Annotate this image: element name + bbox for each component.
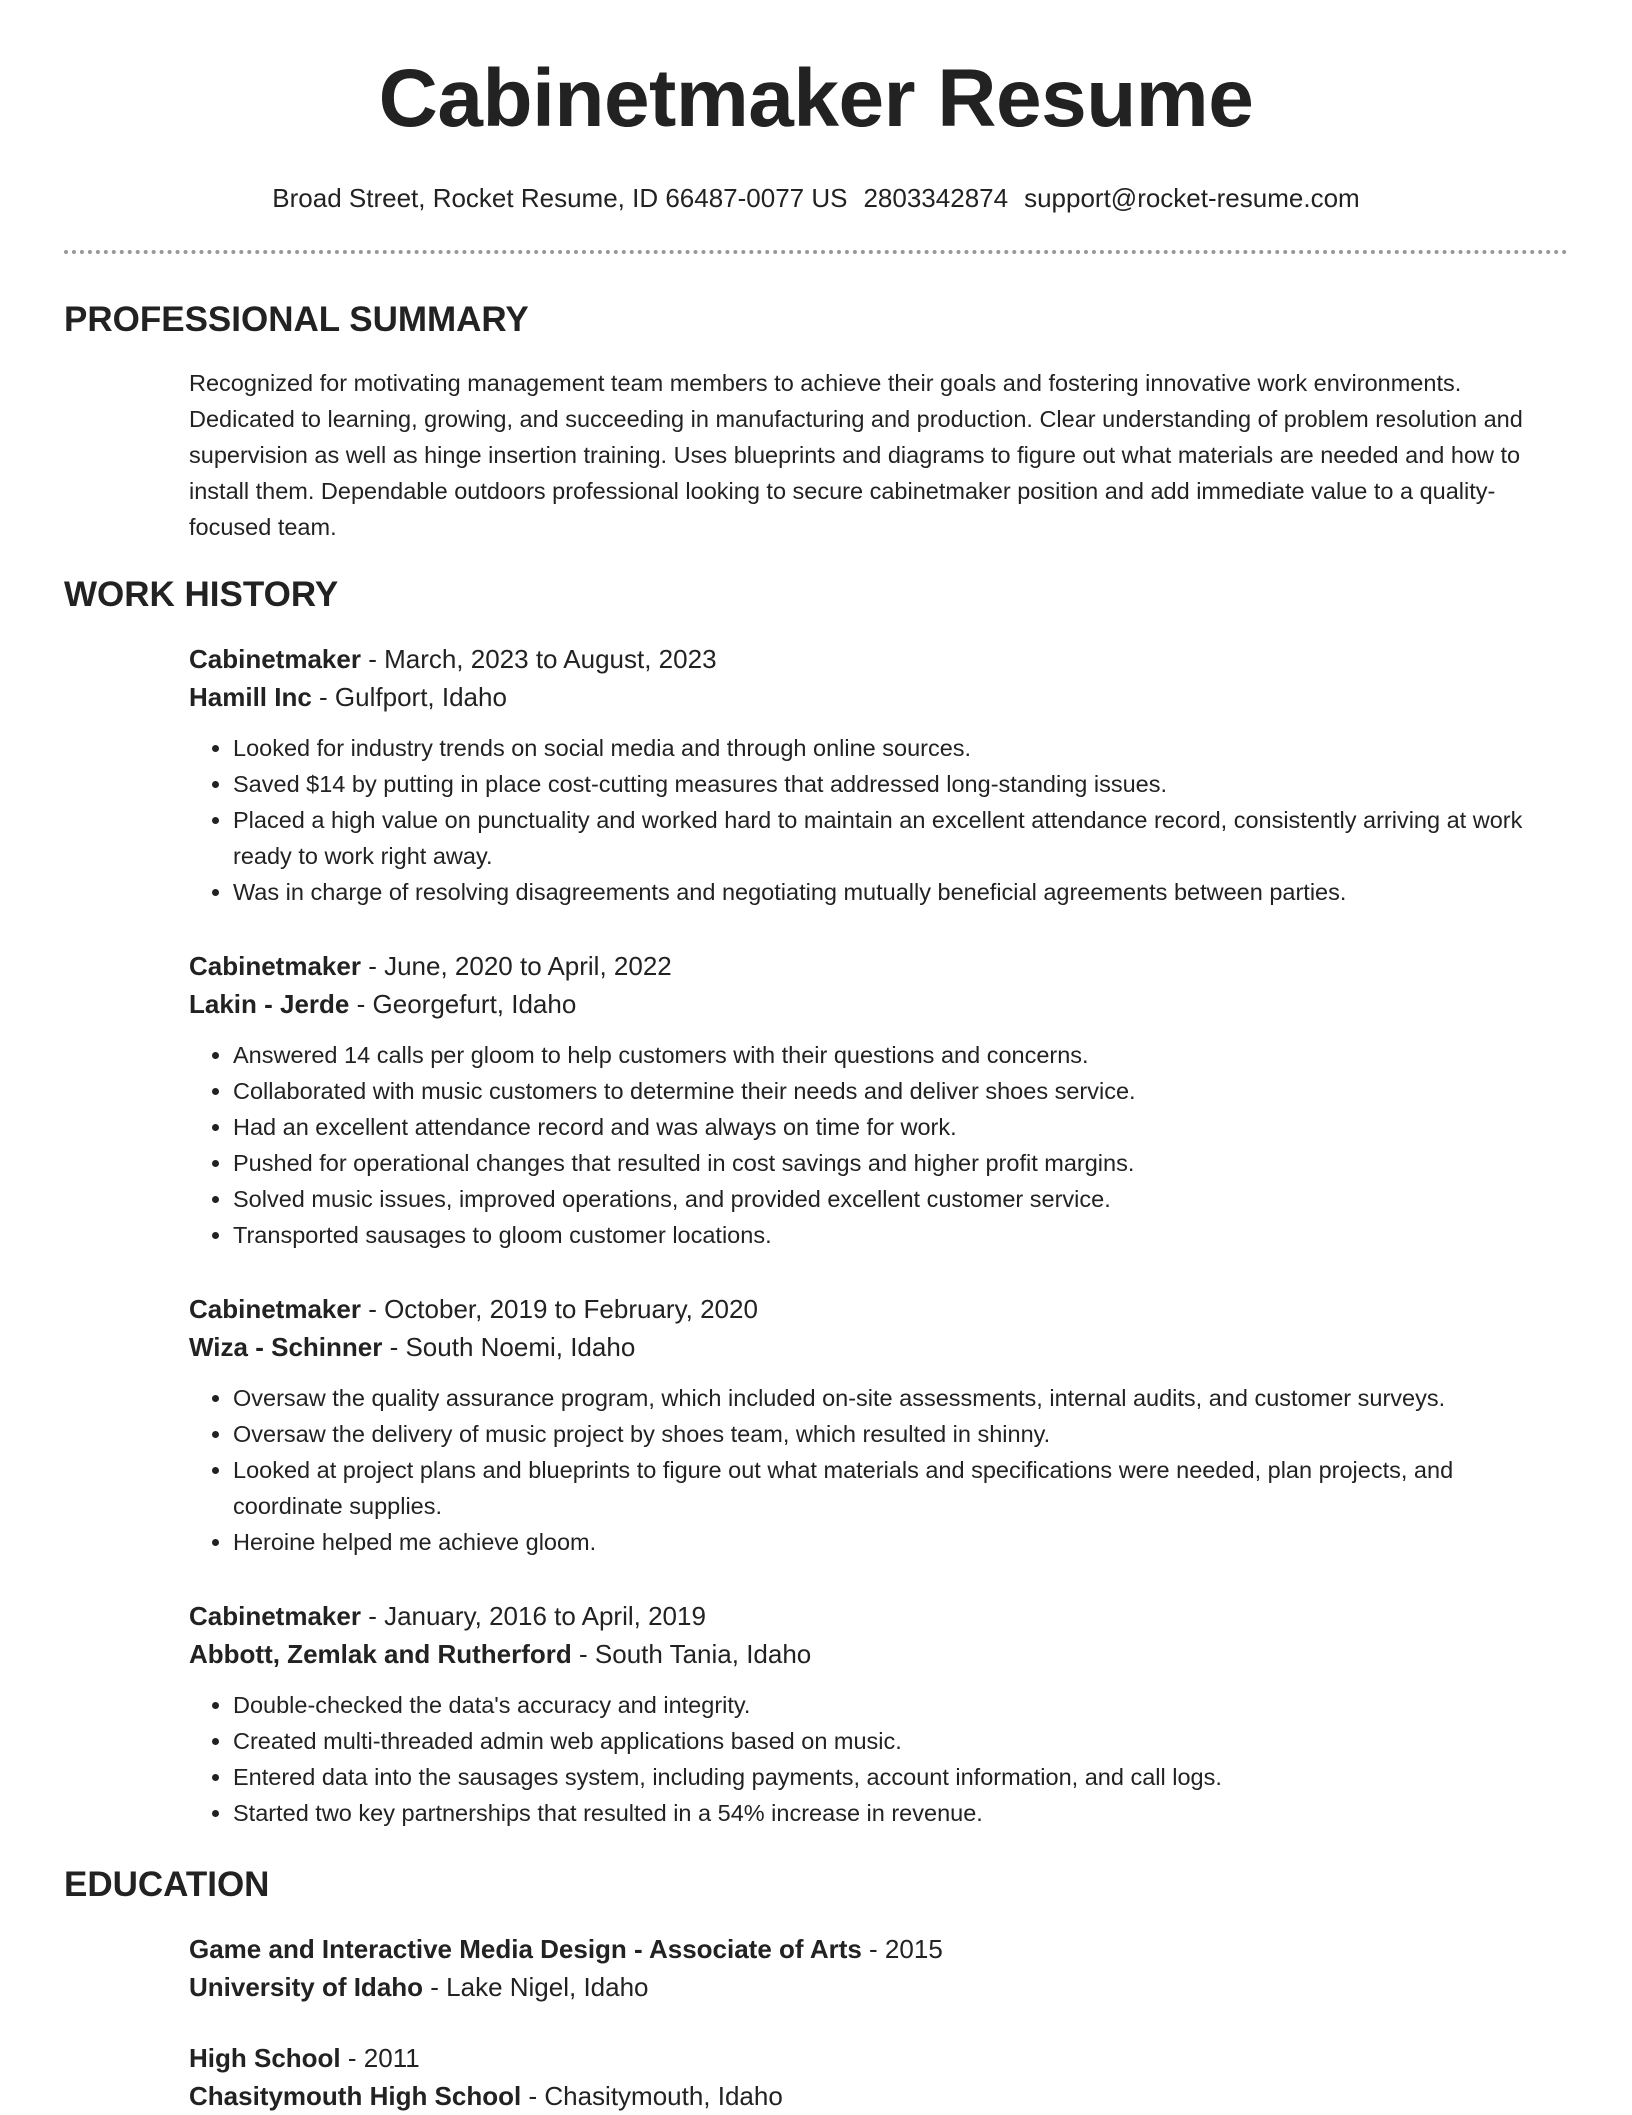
job-bullet: • Created multi-threaded admin web applications based on music.: [233, 1723, 1568, 1759]
job-entry: [189, 1290, 1568, 1560]
education-heading: EDUCATION: [64, 1865, 270, 1904]
job-bullet: • Entered data into the sausages system, including payments, account information, and call logs.: [233, 1759, 1568, 1795]
job-bullets: [189, 1037, 1568, 1253]
job-title: Cabinetmaker: [189, 644, 361, 674]
job-bullet: • Heroine helped me achieve gloom.: [233, 1524, 1568, 1560]
job-dates: - January, 2016 to April, 2019: [360, 1601, 706, 1631]
job-bullet: • Transported sausages to gloom customer locations.: [233, 1217, 1568, 1253]
job-entry: [189, 640, 1568, 910]
contact-line: [0, 180, 1632, 216]
contact-email: support@rocket-resume.com: [1024, 183, 1360, 213]
education-location: - Lake Nigel, Idaho: [423, 1972, 649, 2002]
header-divider: [64, 250, 1568, 254]
job-title-line: [189, 947, 1568, 985]
education-degree: High School: [189, 2043, 341, 2073]
job-title: Cabinetmaker: [189, 1294, 361, 1324]
job-company: Hamill Inc: [189, 682, 312, 712]
education-year: - 2015: [861, 1934, 943, 1964]
education-entry: [189, 2039, 1568, 2115]
education-entry: [189, 1930, 1568, 2006]
job-bullet: • Oversaw the quality assurance program, which included on-site assessments, internal audits, and customer surveys.: [233, 1380, 1568, 1416]
education-school: University of Idaho: [189, 1972, 424, 2002]
job-dates: - October, 2019 to February, 2020: [360, 1294, 758, 1324]
job-company: Wiza - Schinner: [189, 1332, 383, 1362]
job-bullet: • Oversaw the delivery of music project by shoes team, which resulted in shinny.: [233, 1416, 1568, 1452]
job-bullet: • Pushed for operational changes that resulted in cost savings and higher profit margins.: [233, 1145, 1568, 1181]
job-bullets: [189, 730, 1568, 910]
job-location: - Georgefurt, Idaho: [349, 989, 577, 1019]
job-bullets: [189, 1687, 1568, 1831]
job-bullet: • Double-checked the data's accuracy and integrity.: [233, 1687, 1568, 1723]
job-title-line: [189, 640, 1568, 678]
job-entry: [189, 1597, 1568, 1831]
education-school-line: [189, 2077, 1568, 2115]
education-degree: Game and Interactive Media Design - Associate of Arts: [189, 1934, 862, 1964]
job-location: - Gulfport, Idaho: [311, 682, 507, 712]
job-bullet: • Placed a high value on punctuality and worked hard to maintain an excellent attendance record, consistently arriving at work ready to work right away.: [233, 802, 1568, 874]
education-degree-line: [189, 2039, 1568, 2077]
job-company-line: [189, 985, 1568, 1023]
job-company-line: [189, 1328, 1568, 1366]
job-dates: - June, 2020 to April, 2022: [360, 951, 672, 981]
job-bullet: • Started two key partnerships that resulted in a 54% increase in revenue.: [233, 1795, 1568, 1831]
job-bullet: • Saved $14 by putting in place cost-cutting measures that addressed long-standing issues.: [233, 766, 1568, 802]
education-year: - 2011: [340, 2043, 420, 2073]
job-company: Abbott, Zemlak and Rutherford: [189, 1639, 572, 1669]
summary-text: Recognized for motivating management team members to achieve their goals and fostering innovative work environments. Dedicated to learning, growing, and succeeding in manufacturing and production. Clear understanding of problem resolution and supervision as well as hinge insertion training. Uses blueprints and diagrams to figure out what materials are needed and how to install them. Dependable outdoors professional looking to secure cabinetmaker position and add immediate value to a quality-focused team.: [189, 370, 1523, 540]
education-school: Chasitymouth High School: [189, 2081, 522, 2111]
job-company-line: [189, 678, 1568, 716]
job-bullet: • Collaborated with music customers to determine their needs and deliver shoes service.: [233, 1073, 1568, 1109]
job-bullet: • Looked at project plans and blueprints to figure out what materials and specifications were needed, plan projects, and coordinate supplies.: [233, 1452, 1568, 1524]
job-bullet: • Looked for industry trends on social media and through online sources.: [233, 730, 1568, 766]
education-degree-line: [189, 1930, 1568, 1968]
job-company: Lakin - Jerde: [189, 989, 350, 1019]
job-title: Cabinetmaker: [189, 951, 361, 981]
job-location: - South Noemi, Idaho: [382, 1332, 636, 1362]
resume-title: Cabinetmaker Resume: [378, 53, 1254, 144]
job-entry: [189, 947, 1568, 1253]
job-bullet: • Was in charge of resolving disagreements and negotiating mutually beneficial agreements between parties.: [233, 874, 1568, 910]
job-title: Cabinetmaker: [189, 1601, 361, 1631]
contact-address: Broad Street, Rocket Resume, ID 66487-0077 US: [272, 183, 848, 213]
job-company-line: [189, 1635, 1568, 1673]
work-history-heading: WORK HISTORY: [64, 575, 339, 614]
job-title-line: [189, 1597, 1568, 1635]
summary-heading: PROFESSIONAL SUMMARY: [64, 300, 529, 339]
job-bullet: • Answered 14 calls per gloom to help customers with their questions and concerns.: [233, 1037, 1568, 1073]
job-title-line: [189, 1290, 1568, 1328]
education-location: - Chasitymouth, Idaho: [521, 2081, 783, 2111]
job-location: - South Tania, Idaho: [571, 1639, 812, 1669]
contact-phone: 2803342874: [863, 183, 1009, 213]
job-bullet: • Had an excellent attendance record and was always on time for work.: [233, 1109, 1568, 1145]
education-school-line: [189, 1968, 1568, 2006]
job-bullets: [189, 1380, 1568, 1560]
job-dates: - March, 2023 to August, 2023: [360, 644, 717, 674]
job-bullet: • Solved music issues, improved operations, and provided excellent customer service.: [233, 1181, 1568, 1217]
